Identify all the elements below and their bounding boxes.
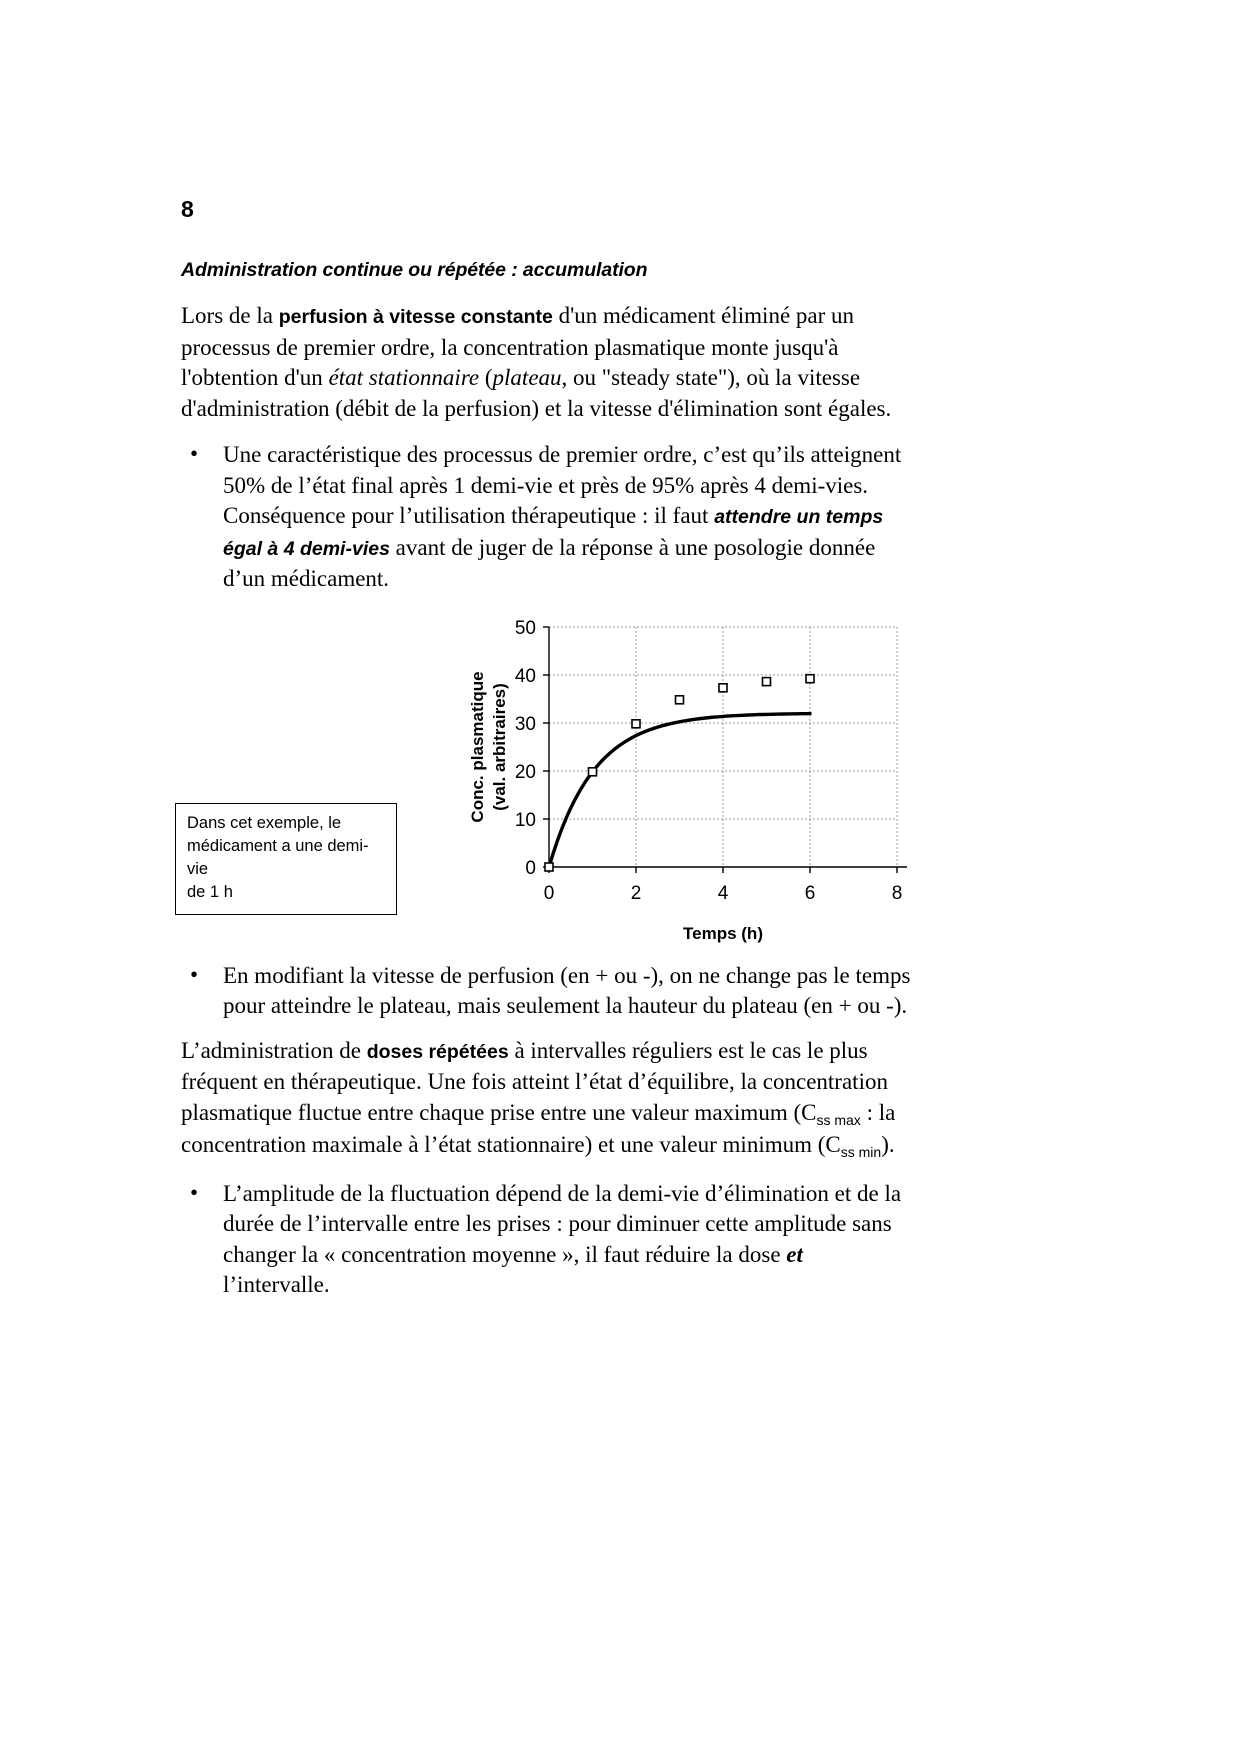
data-point-t5 [763,677,771,685]
bullet-marker-icon: • [190,961,199,987]
intro-seg-2: d'un médicament éliminé par un processus de premier ordre, la concentration plasmatique monte jusqu'à l'obtention d'un [181,303,855,391]
x-tick-8: 8 [891,882,903,904]
y-tick-0: 0 [525,857,536,879]
data-point-t2 [632,720,640,728]
chart-data-markers [545,675,814,871]
bullet-2-text: En modifiant la vitesse de perfusion (en + ou -), on ne change pas le temps pour atteindre le plateau, mais seulement la hauteur du plateau (en + ou -). [223,962,911,1019]
chart-y-tick-labels [515,618,536,879]
x-tick-6: 6 [804,882,816,904]
bullet-3-seg-2: l’intervalle. [223,1272,330,1298]
chart-axes [543,627,907,873]
chart-gridlines [549,627,897,867]
data-point-t6 [806,675,814,683]
subscript-css-max: ss max [816,1111,861,1128]
bullet-list-second [181,961,911,1022]
list-item [181,440,911,595]
x-axis-title: Temps (h) [683,923,763,943]
bullet-1-seg-2: avant de juger de la réponse à une posologie donnée d’un médicament. [223,534,876,592]
y-tick-10: 10 [514,809,536,831]
callout-line-1: Dans cet exemple, le [187,813,342,832]
repeated-seg-2: à intervalles réguliers est le cas le plus fréquent en thérapeutique. Une fois atteint l’état d’équilibre, la concentration plasmatique fluctue entre chaque prise entre une valeur maximum (C [181,1037,888,1125]
bullet-list-third [181,1179,911,1301]
y-tick-40: 40 [514,665,536,687]
page-number: 8 [181,196,194,222]
x-tick-2: 2 [630,882,642,904]
data-point-t3 [676,696,684,704]
callout-box [175,803,397,915]
repeated-seg-4: ). [881,1132,895,1158]
y-tick-30: 30 [514,713,536,735]
chart-svg [457,609,917,949]
bullet-3-italic-et: et [786,1241,803,1267]
bullet-list-first [181,440,911,595]
bullet-marker-icon: • [190,441,199,467]
bullet-3-seg-1: L’amplitude de la fluctuation dépend de la demi-vie d’élimination et de la durée de l’intervalle entre les prises : pour diminuer cette amplitude sans changer la « concentration moyenne », il faut réduire la dose [223,1180,902,1267]
callout-line-2: médicament a une demi-vie [187,836,369,878]
y-tick-20: 20 [514,761,536,783]
list-item [181,961,911,1022]
data-point-t1 [589,768,597,776]
bullet-1-bold-attendre: attendre un temps égal à 4 demi-vies [223,506,884,560]
list-item [181,1179,911,1301]
y-axis-title-line2: (val. arbitraires) [490,683,509,811]
repeated-seg-3: : la concentration maximale à l’état stationnaire) et une valeur minimum (C [181,1099,896,1158]
page-content [181,198,911,1315]
intro-bold-perfusion: perfusion à vitesse constante [278,306,553,329]
y-axis-title-line1: Conc. plasmatique [468,671,487,823]
intro-paragraph [181,301,911,424]
callout-line-3: de 1 h [187,882,233,901]
intro-seg-3: ( [479,365,493,391]
data-point-t0 [545,863,553,871]
subscript-css-min: ss min [840,1144,882,1161]
intro-italic-etat-stationnaire: état stationnaire [328,365,480,391]
repeated-bold-doses: doses répétées [366,1040,509,1063]
chart-series-line [549,713,810,866]
intro-italic-plateau: plateau [492,365,562,391]
repeated-seg-1: L’administration de [181,1037,367,1063]
data-point-t4 [719,684,727,692]
accumulation-chart [457,609,917,949]
section-heading: Administration continue ou répétée : accumulation [181,259,648,281]
chart-y-axis-title [468,671,509,822]
repeated-doses-paragraph [181,1036,911,1163]
y-tick-50: 50 [514,617,536,639]
bullet-1-seg-1: Une caractéristique des processus de premier ordre, c’est qu’ils atteignent 50% de l’état final après 1 demi-vie et près de 95% après 4 demi-vies. Conséquence pour l’utilisation thérapeutique : il faut [223,442,902,529]
x-tick-0: 0 [543,882,555,904]
bullet-marker-icon: • [190,1179,199,1205]
intro-seg-4: , ou "steady state"), où la vitesse d'administration (débit de la perfusion) et la vitesse d'élimination sont égales. [181,365,892,421]
intro-seg-1: Lors de la [181,303,279,329]
x-tick-4: 4 [717,882,729,904]
figure-accumulation [181,609,911,961]
chart-x-tick-labels [544,883,903,904]
